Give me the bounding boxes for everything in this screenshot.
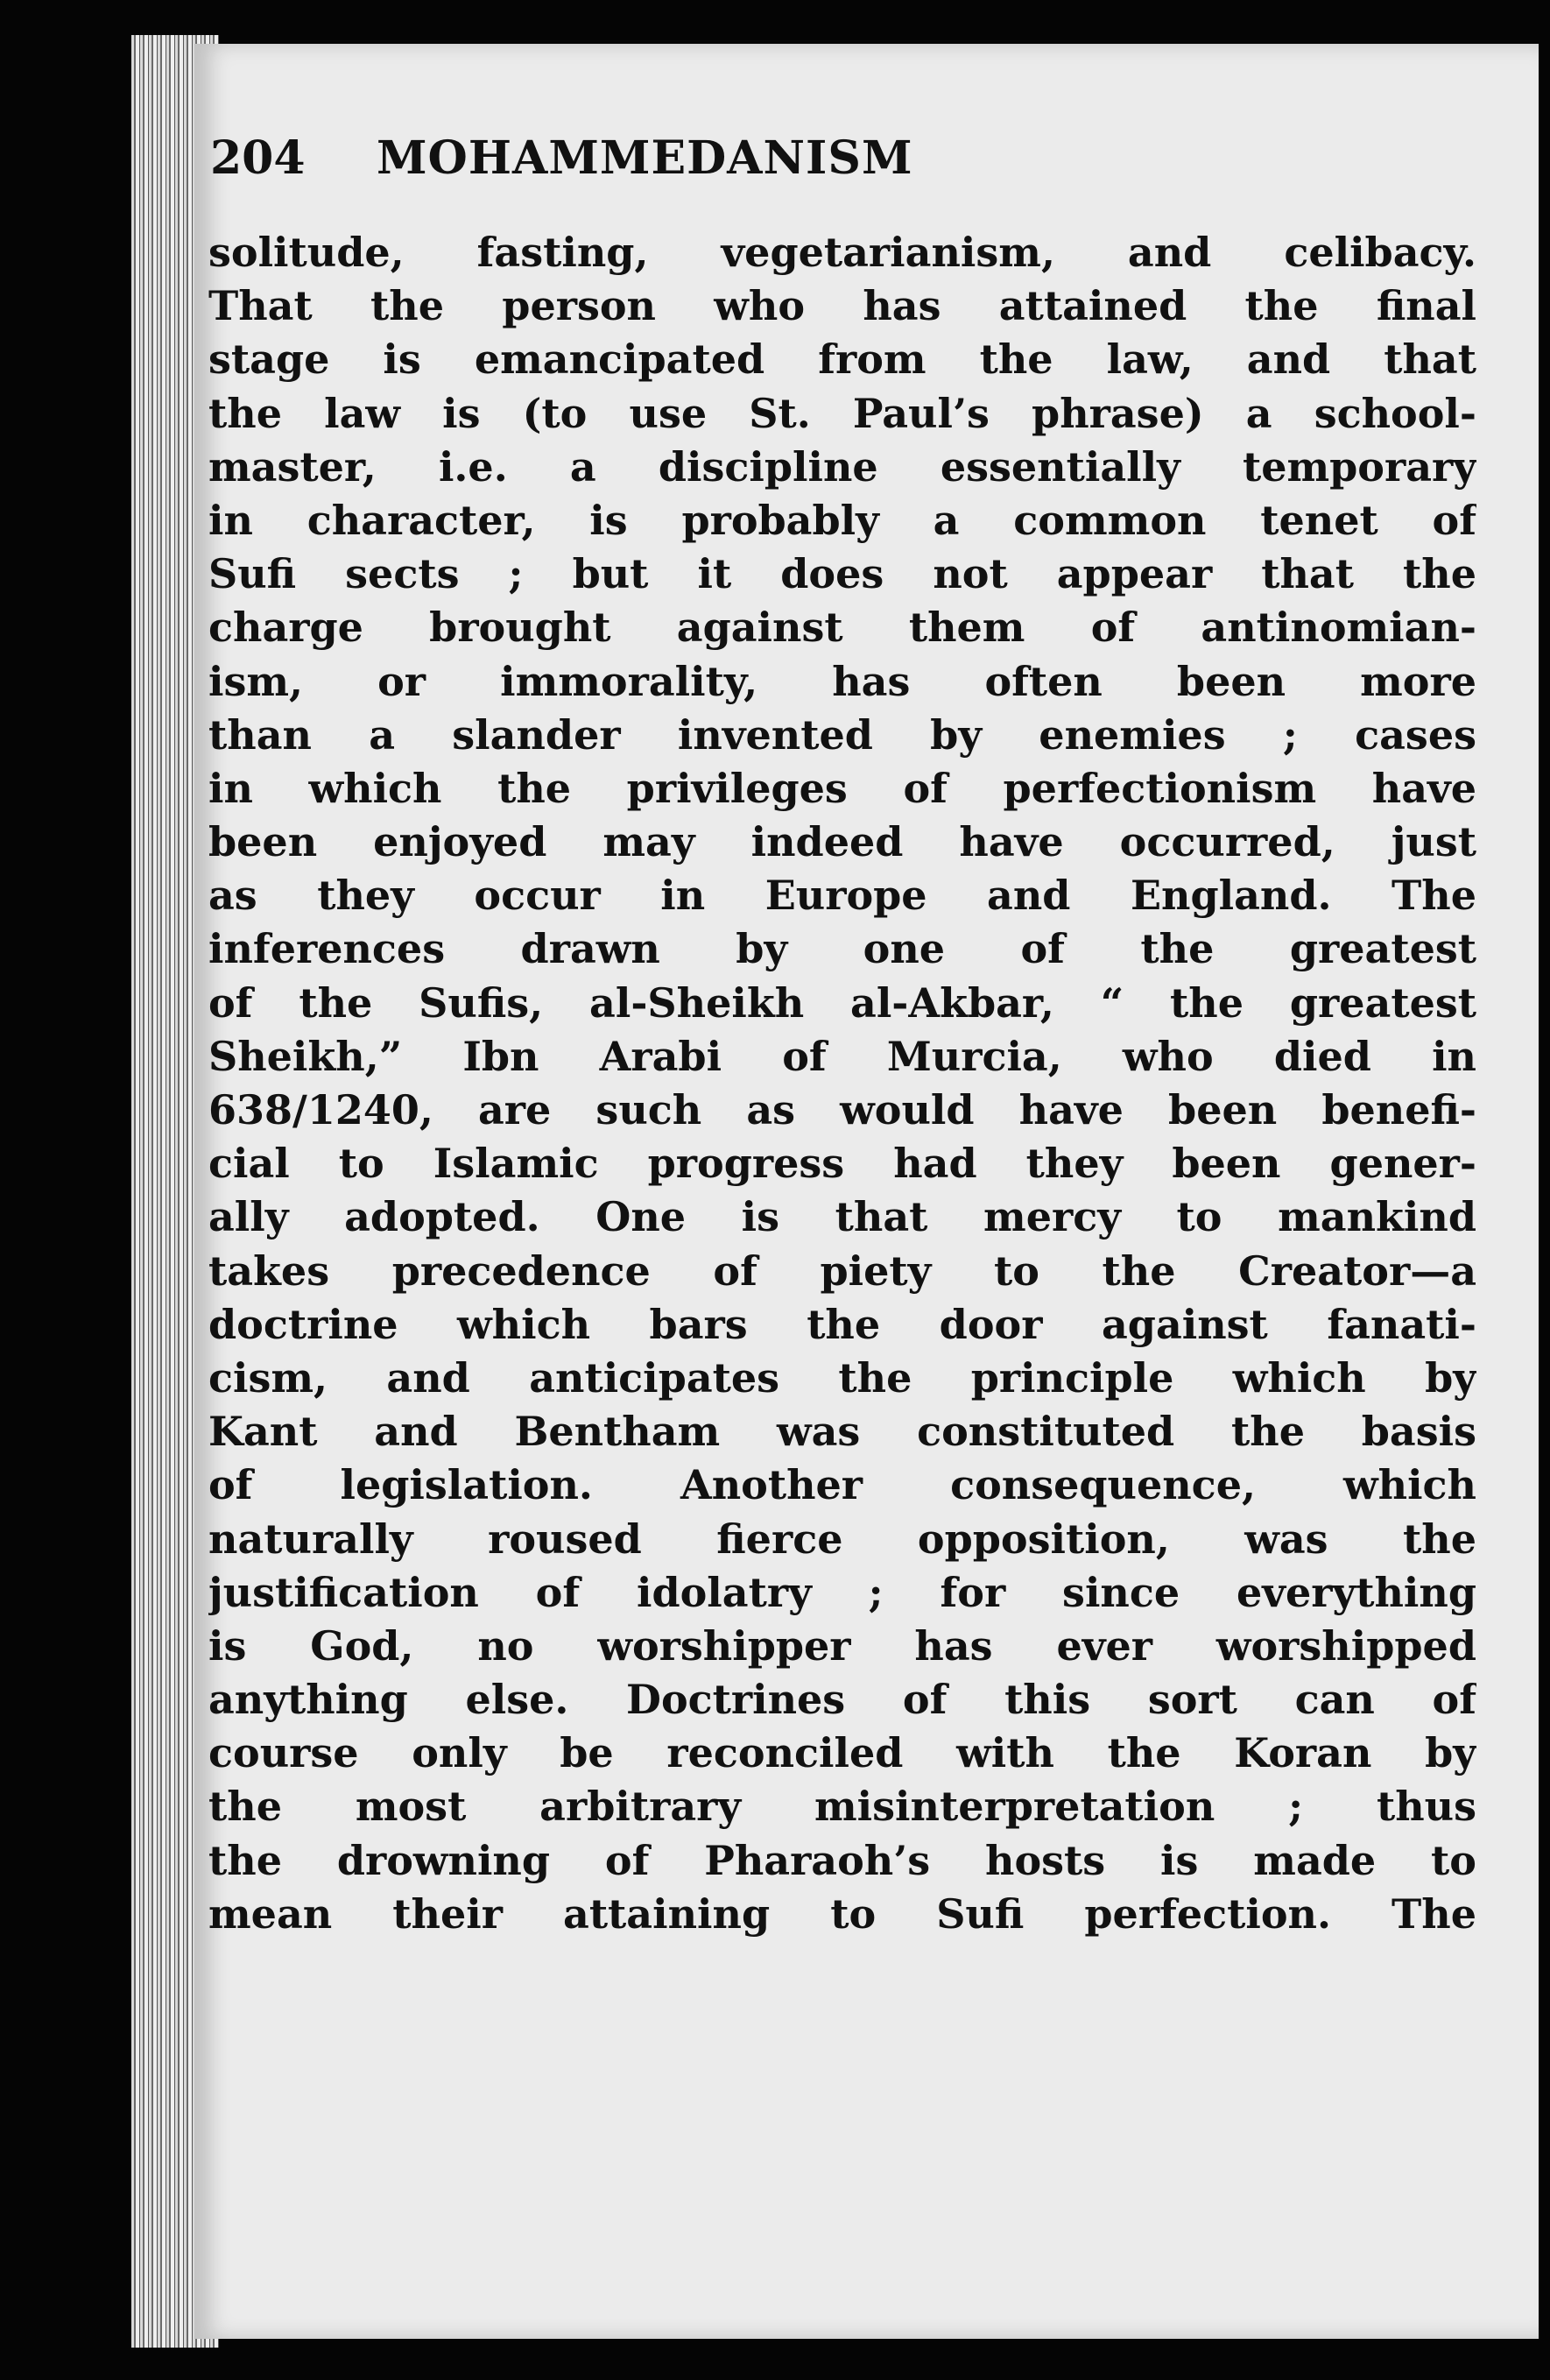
text-line: inferences drawn by one of the greatest — [208, 925, 1476, 973]
running-title: MOHAMMEDANISM — [377, 131, 913, 185]
text-line: the most arbitrary misinterpretation ; thus — [208, 1783, 1476, 1831]
text-line: been enjoyed may indeed have occurred, just — [208, 818, 1476, 866]
text-line: of the Sufis, al-Sheikh al-Akbar, “ the greatest — [208, 978, 1476, 1027]
text-line: Sheikh,” Ibn Arabi of Murcia, who died in — [208, 1032, 1476, 1080]
text-line: master, i.e. a discipline essentially temporary — [208, 442, 1476, 491]
text-line: anything else. Doctrines of this sort can of — [208, 1676, 1476, 1724]
text-line: as they occur in Europe and England. The — [208, 872, 1476, 920]
text-line: That the person who has attained the final — [208, 282, 1476, 330]
text-line: is God, no worshipper has ever worshipped — [208, 1621, 1476, 1670]
text-line: of legislation. Another consequence, which — [208, 1461, 1476, 1509]
text-line: the drowning of Pharaoh’s hosts is made to — [208, 1836, 1476, 1884]
text-line: takes precedence of piety to the Creator—a — [208, 1246, 1476, 1295]
text-line: course only be reconciled with the Koran by — [208, 1729, 1476, 1777]
text-line: cism, and anticipates the principle which by — [208, 1353, 1476, 1402]
text-line: mean their attaining to Sufi perfection. The — [208, 1889, 1476, 1938]
text-line: ism, or immorality, has often been more — [208, 657, 1476, 705]
text-line: 638/1240, are such as would have been benefi- — [208, 1086, 1476, 1134]
text-line: ally adopted. One is that mercy to mankind — [208, 1193, 1476, 1241]
body-text — [208, 226, 1476, 1941]
text-line: cial to Islamic progress had they been gener- — [208, 1140, 1476, 1188]
text-line: than a slander invented by enemies ; cases — [208, 710, 1476, 759]
text-line: solitude, fasting, vegetarianism, and celibacy. — [208, 229, 1476, 276]
running-head — [210, 131, 1349, 210]
text-line: in which the privileges of perfectionism have — [208, 764, 1476, 812]
text-line: Sufi sects ; but it does not appear that the — [208, 550, 1476, 598]
text-line: stage is emancipated from the law, and that — [208, 335, 1476, 384]
text-line: charge brought against them of antinomian- — [208, 604, 1476, 652]
text-line: justification of idolatry ; for since everything — [208, 1568, 1476, 1616]
text-line: naturally roused fierce opposition, was the — [208, 1515, 1476, 1563]
text-line: doctrine which bars the door against fanati- — [208, 1300, 1476, 1348]
text-line: the law is (to use St. Paul’s phrase) a school- — [208, 389, 1476, 437]
text-line: in character, is probably a common tenet of — [208, 496, 1476, 544]
text-line: Kant and Bentham was constituted the basis — [208, 1408, 1476, 1456]
page-number: 204 — [210, 131, 306, 185]
